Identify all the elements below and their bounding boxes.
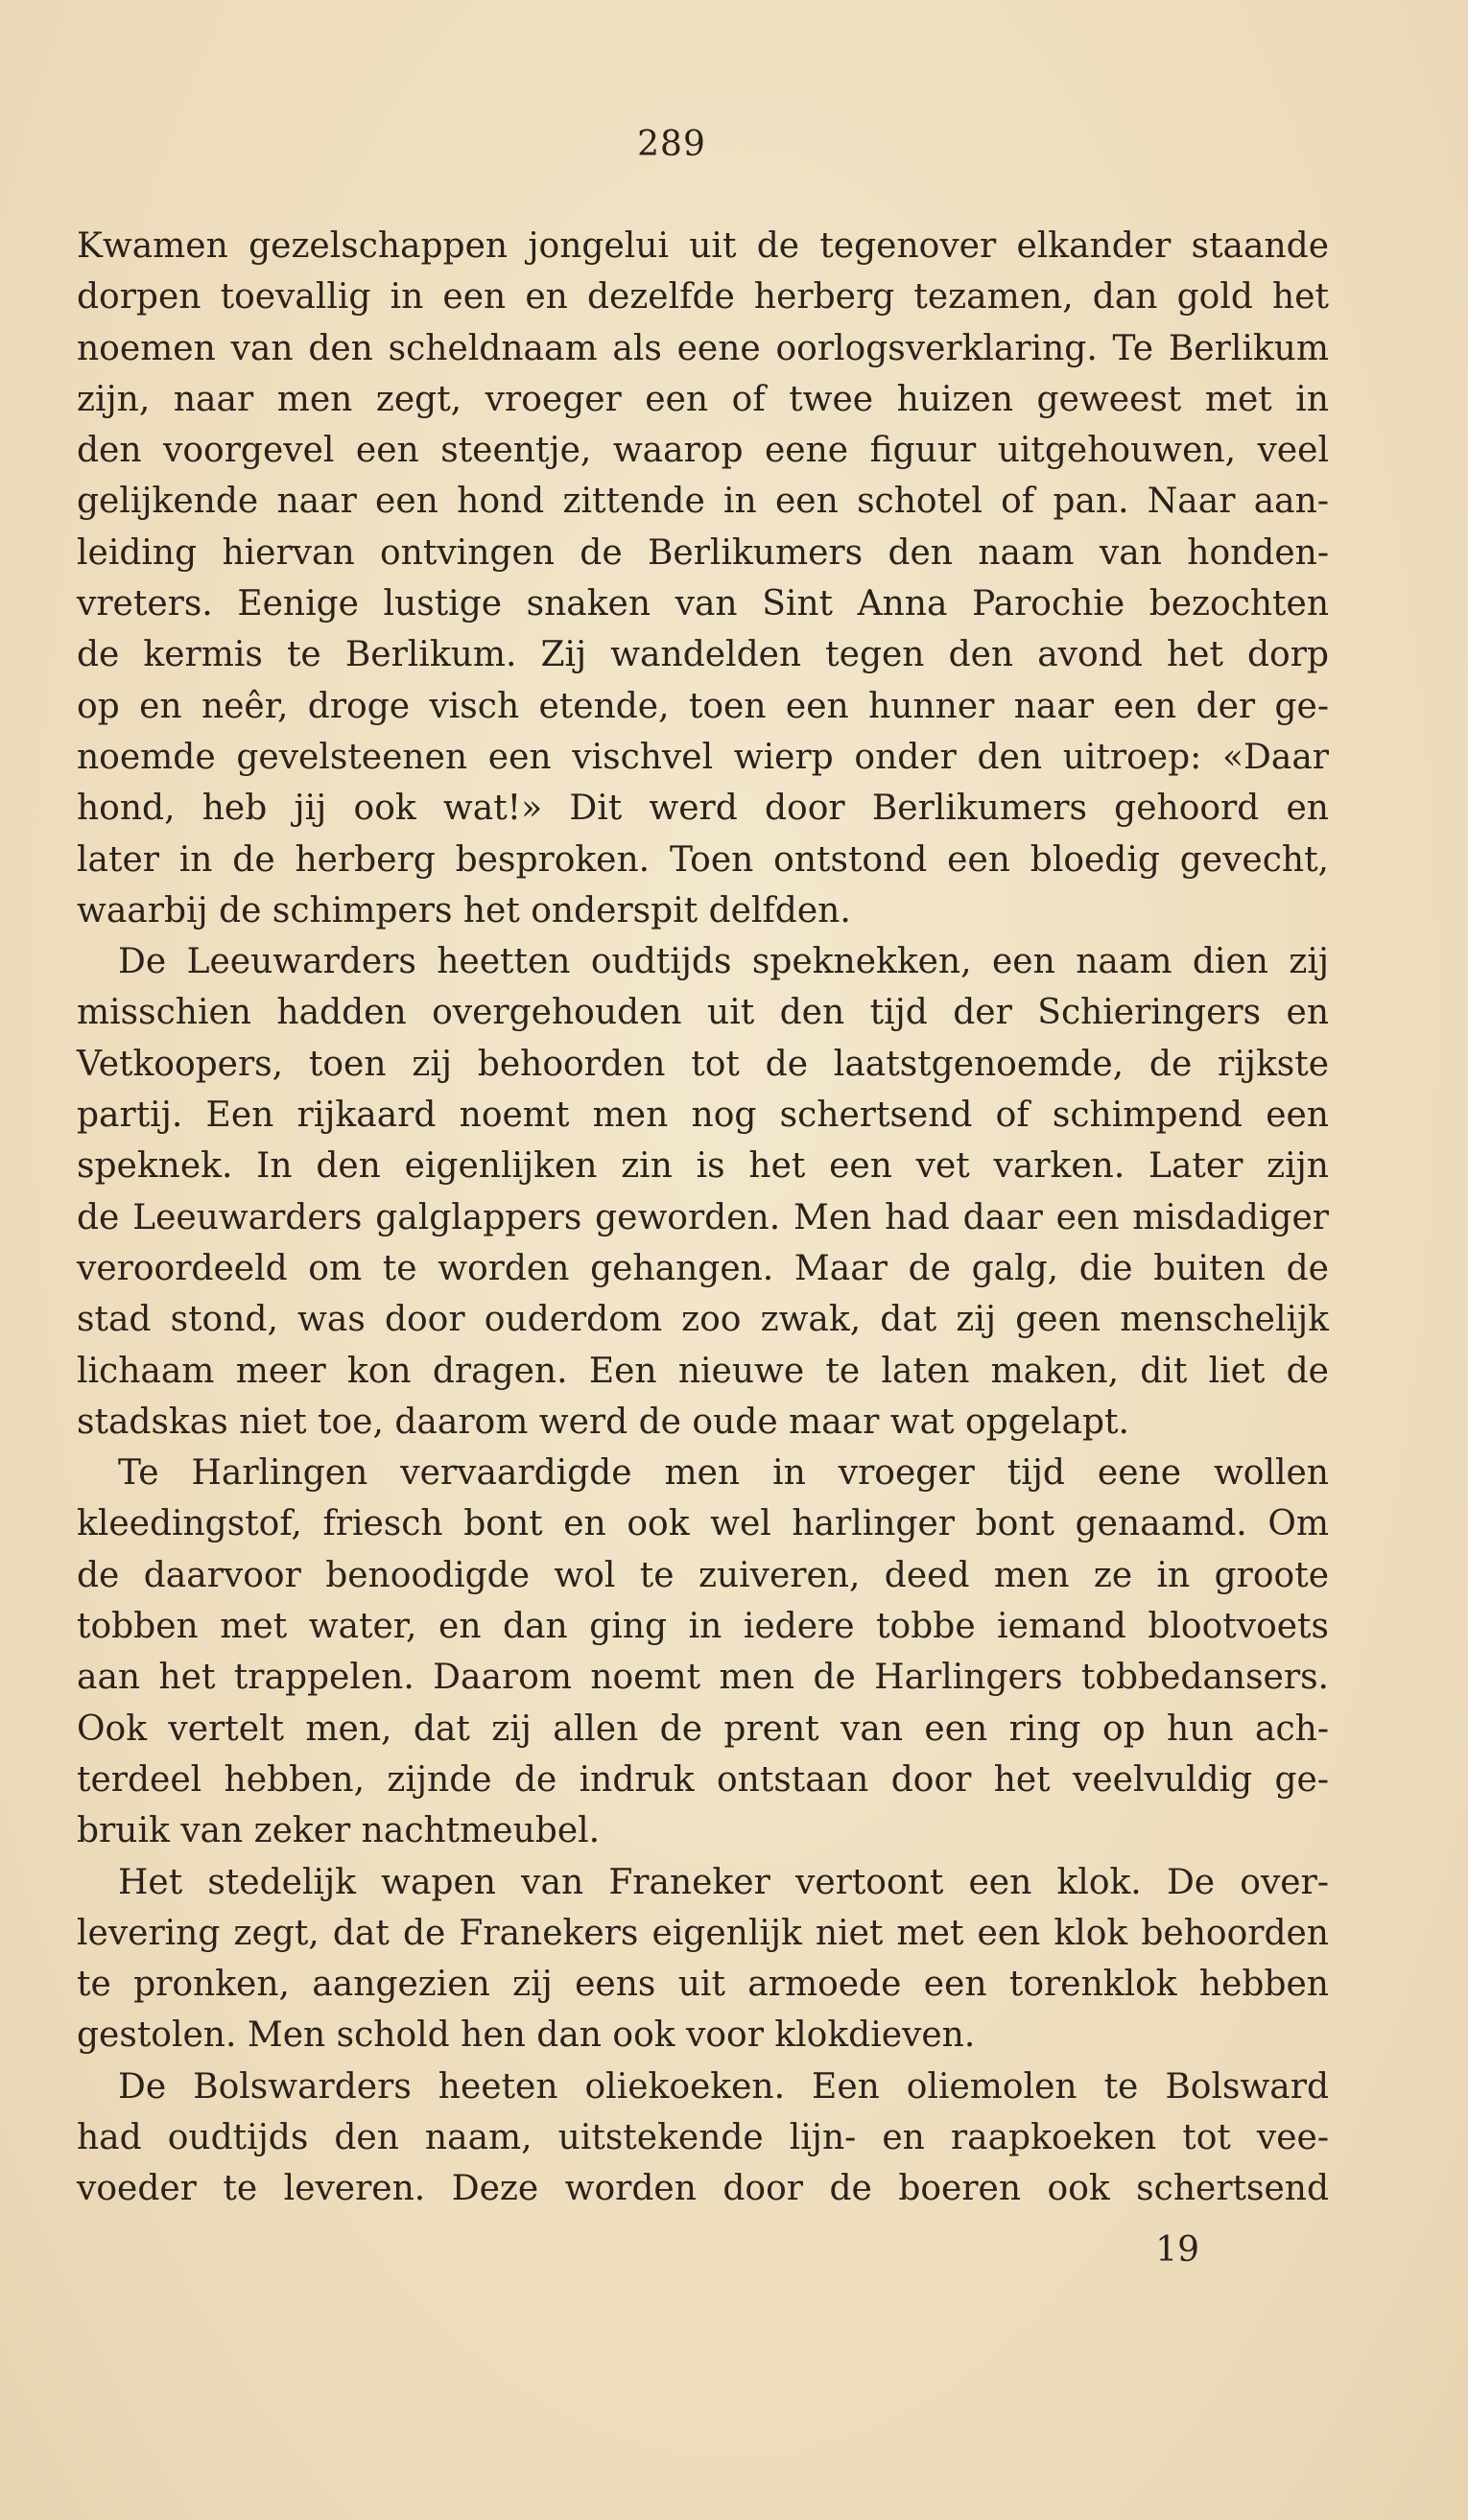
text-line: leiding hiervan ontvingen de Berlikumers den naam van honden- xyxy=(77,532,1329,573)
text-line: levering zegt, dat de Franekers eigenlijk niet met een klok behoorden xyxy=(77,1913,1329,1953)
text-line: vreters. Eenige lustige snaken van Sint Anna Parochie bezochten xyxy=(77,584,1329,624)
text-line: noemde gevelsteenen een vischvel wierp onder den uitroep: «Daar xyxy=(77,737,1329,777)
text-line: zijn, naar men zegt, vroeger een of twee huizen geweest met in xyxy=(77,379,1329,419)
text-line: de daarvoor benoodigde wol te zuiveren, deed men ze in groote xyxy=(77,1555,1329,1595)
text-line: gelijkende naar een hond zittende in een schotel of pan. Naar aan- xyxy=(77,482,1329,522)
text-line: hond, heb jij ook wat!» Dit werd door Berlikumers gehoord en xyxy=(77,789,1329,829)
text-line: De Bolswarders heeten oliekoeken. Een oliemolen te Bolsward xyxy=(118,2066,1329,2107)
text-line: kleedingstof, friesch bont en ook wel harlinger bont genaamd. Om xyxy=(77,1504,1329,1544)
text-line: had oudtijds den naam, uitstekende lijn- en raapkoeken tot vee- xyxy=(77,2117,1329,2157)
text-line: veroordeeld om te worden gehangen. Maar de galg, die buiten de xyxy=(77,1248,1329,1288)
body-text xyxy=(77,221,1329,2215)
text-line: te pronken, aangezien zij eens uit armoede een torenklok hebben xyxy=(77,1965,1329,2005)
signature-mark: 19 xyxy=(1155,2230,1199,2270)
text-line: terdeel hebben, zijnde de indruk ontstaan door het veelvuldig ge- xyxy=(77,1759,1329,1800)
text-line: den voorgevel een steentje, waarop eene figuur uitgehouwen, veel xyxy=(77,431,1329,471)
text-line: dorpen toevallig in een en dezelfde herberg tezamen, dan gold het xyxy=(77,277,1329,318)
text-line: waarbij de schimpers het onderspit delfden. xyxy=(77,890,851,930)
text-line: voeder te leveren. Deze worden door de boeren ook schertsend xyxy=(77,2169,1329,2209)
text-line: De Leeuwarders heetten oudtijds speknekken, een naam dien zij xyxy=(118,942,1329,982)
page-number: 289 xyxy=(637,125,706,164)
text-line: bruik van zeker nachtmeubel. xyxy=(77,1811,601,1851)
text-line: Te Harlingen vervaardigde men in vroeger tijd eene wollen xyxy=(118,1453,1329,1494)
text-line: op en neêr, droge visch etende, toen een hunner naar een der ge- xyxy=(77,686,1329,726)
text-line: Ook vertelt men, dat zij allen de prent van een ring op hun ach- xyxy=(77,1708,1329,1749)
text-line: noemen van den scheldnaam als eene oorlogsverklaring. Te Berlikum xyxy=(77,328,1329,368)
text-line: partij. Een rijkaard noemt men nog schertsend of schimpend een xyxy=(77,1095,1329,1136)
text-line: stad stond, was door ouderdom zoo zwak, dat zij geen menschelijk xyxy=(77,1300,1329,1340)
text-line: Vetkoopers, toen zij behoorden tot de laatstgenoemde, de rijkste xyxy=(77,1044,1329,1084)
text-line: misschien hadden overgehouden uit den tijd der Schieringers en xyxy=(77,993,1329,1033)
text-line: Het stedelijk wapen van Franeker vertoont een klok. De over- xyxy=(118,1862,1329,1902)
text-line: Kwamen gezelschappen jongelui uit de tegenover elkander staande xyxy=(77,226,1329,266)
text-line: de Leeuwarders galglappers geworden. Men had daar een misdadiger xyxy=(77,1197,1329,1237)
text-line: tobben met water, en dan ging in iedere tobbe iemand blootvoets xyxy=(77,1607,1329,1647)
text-line: de kermis te Berlikum. Zij wandelden tegen den avond het dorp xyxy=(77,635,1329,675)
text-line: aan het trappelen. Daarom noemt men de Harlingers tobbedansers. xyxy=(77,1658,1329,1698)
text-line: gestolen. Men schold hen dan ook voor klokdieven. xyxy=(77,2015,976,2056)
text-line: lichaam meer kon dragen. Een nieuwe te laten maken, dit liet de xyxy=(77,1351,1329,1391)
text-line: later in de herberg besproken. Toen ontstond een bloedig gevecht, xyxy=(77,839,1329,880)
text-line: stadskas niet toe, daarom werd de oude maar wat opgelapt. xyxy=(77,1401,1129,1442)
text-line: speknek. In den eigenlijken zin is het een vet varken. Later zijn xyxy=(77,1146,1329,1187)
